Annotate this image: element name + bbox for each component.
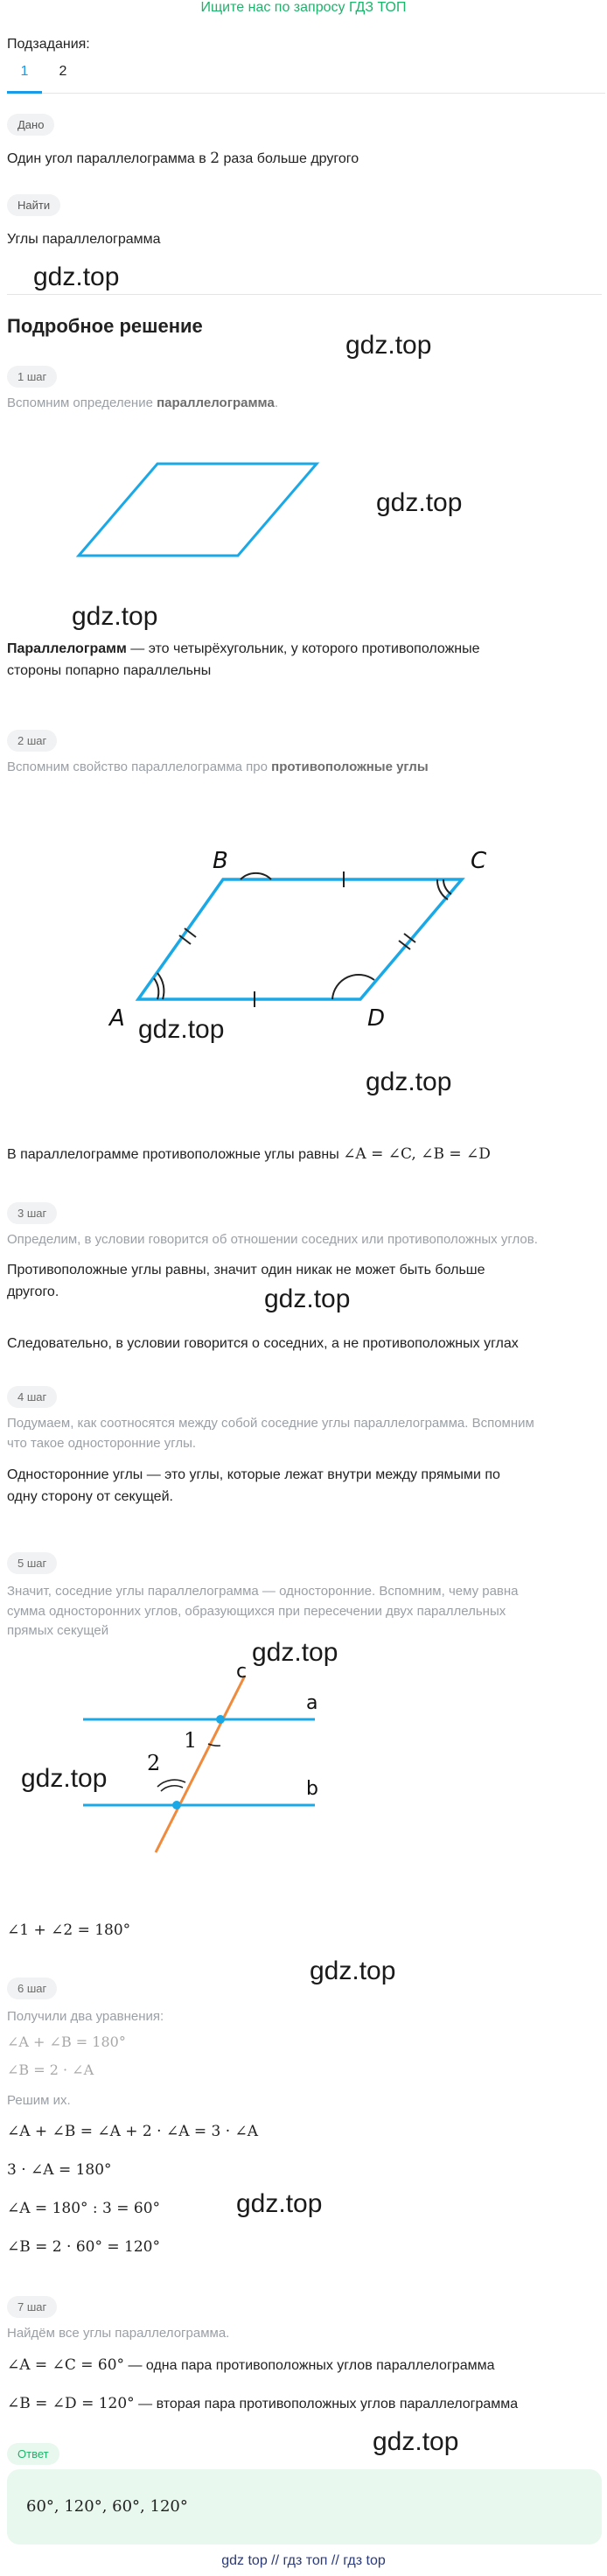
watermark: gdz.top bbox=[33, 262, 120, 291]
label-d: D bbox=[367, 1005, 386, 1032]
step-7-hint: Найдём все углы параллелограмма. bbox=[7, 2326, 230, 2341]
line-c-transversal bbox=[156, 1676, 245, 1852]
find-chip: Найти bbox=[7, 194, 60, 216]
step-2-chip-wrap bbox=[7, 730, 57, 752]
step-1-def-bold: Параллелограмм bbox=[7, 641, 127, 656]
step-5-chip-wrap bbox=[7, 1552, 57, 1574]
step-7-line2-text: — вторая пара противоположных углов параллелограмма bbox=[134, 2397, 519, 2412]
watermark: gdz.top bbox=[252, 1638, 338, 1667]
step-4-chip: 4 шаг bbox=[7, 1386, 57, 1408]
tab-1[interactable]: 1 bbox=[7, 63, 42, 94]
step-6-hint: Получили два уравнения: bbox=[7, 2009, 164, 2024]
step-1-chip: 1 шаг bbox=[7, 366, 57, 388]
footer-link-2[interactable]: гдз топ bbox=[283, 2553, 328, 2568]
step-1-def-line1: — это четырёхугольник, у которого противоположные bbox=[126, 641, 480, 656]
watermark: gdz.top bbox=[310, 1956, 396, 1985]
given-chip-wrap bbox=[7, 114, 54, 136]
step-2-conclusion bbox=[7, 1143, 491, 1166]
footer-link-1[interactable]: gdz top bbox=[221, 2553, 268, 2568]
label-angle-1: 1 bbox=[184, 1728, 198, 1753]
step-2-hint-pre: Вспомним свойство параллелограмма про bbox=[7, 760, 272, 774]
step-4-hint2: что такое односторонние углы. bbox=[7, 1435, 197, 1451]
step-6-eq2: ∠B = 2 · ∠A bbox=[7, 2062, 94, 2078]
find-chip-wrap bbox=[7, 194, 60, 216]
step-2-chip: 2 шаг bbox=[7, 730, 57, 752]
watermark: gdz.top bbox=[138, 1015, 225, 1044]
step-4-hint1: Подумаем, как соотносятся между собой соседние углы параллелограмма. Вспомним bbox=[7, 1416, 534, 1431]
given-text-pre: Один угол параллелограмма в bbox=[7, 151, 211, 166]
step-7-chip-wrap bbox=[7, 2296, 57, 2318]
find-text: Углы параллелограмма bbox=[7, 232, 161, 247]
solution-heading: Подробное решение bbox=[7, 315, 203, 337]
step-5-hint bbox=[7, 1582, 602, 1642]
abcd-parallelogram bbox=[138, 879, 462, 999]
answer-box bbox=[7, 2469, 602, 2544]
step-7-line2-math: ∠B = ∠D = 120° bbox=[7, 2395, 135, 2412]
step-7-line1-math: ∠A = ∠C = 60° bbox=[7, 2356, 125, 2374]
footer-link-3[interactable]: гдз top bbox=[343, 2553, 386, 2568]
step-5-hint1: Значит, соседние углы параллелограмма — односторонние. Вспомним, чему равна bbox=[7, 1584, 519, 1599]
subtasks-label: Подзадания: bbox=[7, 37, 90, 52]
step-3-line2: другого. bbox=[7, 1284, 59, 1299]
label-a: A bbox=[109, 1005, 125, 1032]
watermark: gdz.top bbox=[72, 602, 158, 631]
label-b: B bbox=[213, 848, 228, 874]
divider bbox=[7, 294, 602, 295]
step-2-hint-bold: противоположные углы bbox=[271, 760, 429, 774]
step-2-conclusion-text: В параллелограмме противоположные углы равны bbox=[7, 1147, 339, 1162]
step-6-line3: ∠A = 180° : 3 = 60° bbox=[7, 2200, 161, 2217]
step-5-formula: ∠1 + ∠2 = 180° bbox=[7, 1922, 131, 1939]
step-6-line2: 3 · ∠A = 180° bbox=[7, 2161, 112, 2179]
step-2-conclusion-math: ∠A = ∠C, ∠B = ∠D bbox=[343, 1145, 491, 1163]
watermark: gdz.top bbox=[264, 1284, 351, 1313]
angle-arc-2-inner bbox=[161, 1786, 183, 1791]
watermark: gdz.top bbox=[376, 488, 463, 517]
answer-chip-wrap bbox=[7, 2443, 59, 2465]
watermark: gdz.top bbox=[236, 2189, 323, 2218]
step-3-chip-wrap bbox=[7, 1202, 57, 1224]
step-7-line2 bbox=[7, 2392, 518, 2416]
label-line-a: a bbox=[306, 1692, 318, 1714]
subtask-tabs bbox=[7, 63, 605, 94]
step-6-solve-label: Решим их. bbox=[7, 2093, 71, 2108]
given-chip: Дано bbox=[7, 114, 54, 136]
answer-chip: Ответ bbox=[7, 2443, 59, 2465]
step-3-chip: 3 шаг bbox=[7, 1202, 57, 1224]
step-3-hint: Определим, в условии говорится об отношении соседних или противоположных углов. bbox=[7, 1232, 538, 1247]
step-3-line1: Противоположные углы равны, значит один никак не может быть больше bbox=[7, 1263, 485, 1278]
watermark: gdz.top bbox=[373, 2427, 459, 2456]
top-banner[interactable]: Ищите нас по запросу ГДЗ ТОП bbox=[200, 0, 407, 15]
given-text bbox=[7, 147, 359, 171]
step-4-chip-wrap bbox=[7, 1386, 57, 1408]
step-5-hint3: прямых секущей bbox=[7, 1623, 109, 1638]
step-1-hint-post: . bbox=[274, 396, 278, 410]
step-5-hint2: сумма односторонних углов, образующихся при пересечении двух параллельных bbox=[7, 1603, 506, 1619]
step-1-hint bbox=[7, 394, 278, 414]
step-1-def-line2: стороны попарно параллельны bbox=[7, 662, 212, 678]
label-line-b: b bbox=[306, 1778, 318, 1800]
label-c: c bbox=[236, 1661, 248, 1683]
intersection-point-a bbox=[216, 1715, 225, 1724]
label-angle-2: 2 bbox=[147, 1751, 161, 1775]
abcd-figure bbox=[0, 831, 607, 1041]
transversal-figure bbox=[0, 1658, 607, 1859]
watermark: gdz.top bbox=[21, 1764, 108, 1793]
angle-arc-d bbox=[332, 975, 374, 999]
tab-2[interactable]: 2 bbox=[59, 64, 67, 79]
step-4-line1: Односторонние углы — это углы, которые лежат внутри между прямыми по bbox=[7, 1467, 500, 1482]
step-4-body bbox=[7, 1465, 602, 1508]
step-1-definition bbox=[7, 639, 602, 682]
step-7-line1 bbox=[7, 2354, 494, 2377]
parallelogram-figure bbox=[0, 446, 607, 578]
step-6-line1: ∠A + ∠B = ∠A + 2 · ∠A = 3 · ∠A bbox=[7, 2123, 259, 2140]
angle-arc-a-2 bbox=[154, 978, 158, 999]
step-7-chip: 7 шаг bbox=[7, 2296, 57, 2318]
given-text-post: раза больше другого bbox=[220, 151, 359, 166]
step-5-chip: 5 шаг bbox=[7, 1552, 57, 1574]
given-text-num: 2 bbox=[210, 150, 220, 167]
step-1-chip-wrap bbox=[7, 366, 57, 388]
footer-sep-2: // bbox=[331, 2553, 339, 2568]
step-6-chip-wrap bbox=[7, 1978, 57, 1999]
step-7-line1-text: — одна пара противоположных углов параллелограмма bbox=[124, 2358, 495, 2373]
step-1-hint-pre: Вспомним определение bbox=[7, 396, 157, 410]
parallelogram-shape bbox=[79, 464, 317, 556]
watermark: gdz.top bbox=[366, 1068, 452, 1096]
step-3-line3: Следовательно, в условии говорится о соседних, а не противоположных углах bbox=[7, 1336, 519, 1351]
watermark: gdz.top bbox=[345, 331, 432, 360]
footer bbox=[0, 2553, 607, 2569]
step-4-line2: одну сторону от секущей. bbox=[7, 1488, 173, 1504]
step-4-hint bbox=[7, 1414, 602, 1453]
label-c: C bbox=[471, 848, 487, 874]
step-2-hint bbox=[7, 758, 429, 778]
step-1-hint-bold: параллелограмма bbox=[157, 396, 275, 410]
step-6-eq1: ∠A + ∠B = 180° bbox=[7, 2034, 126, 2050]
step-6-line4: ∠B = 2 · 60° = 120° bbox=[7, 2238, 160, 2256]
step-6-chip: 6 шаг bbox=[7, 1978, 57, 1999]
footer-sep-1: // bbox=[271, 2553, 280, 2568]
answer-value: 60°, 120°, 60°, 120° bbox=[26, 2497, 188, 2516]
intersection-point-b bbox=[172, 1801, 181, 1810]
